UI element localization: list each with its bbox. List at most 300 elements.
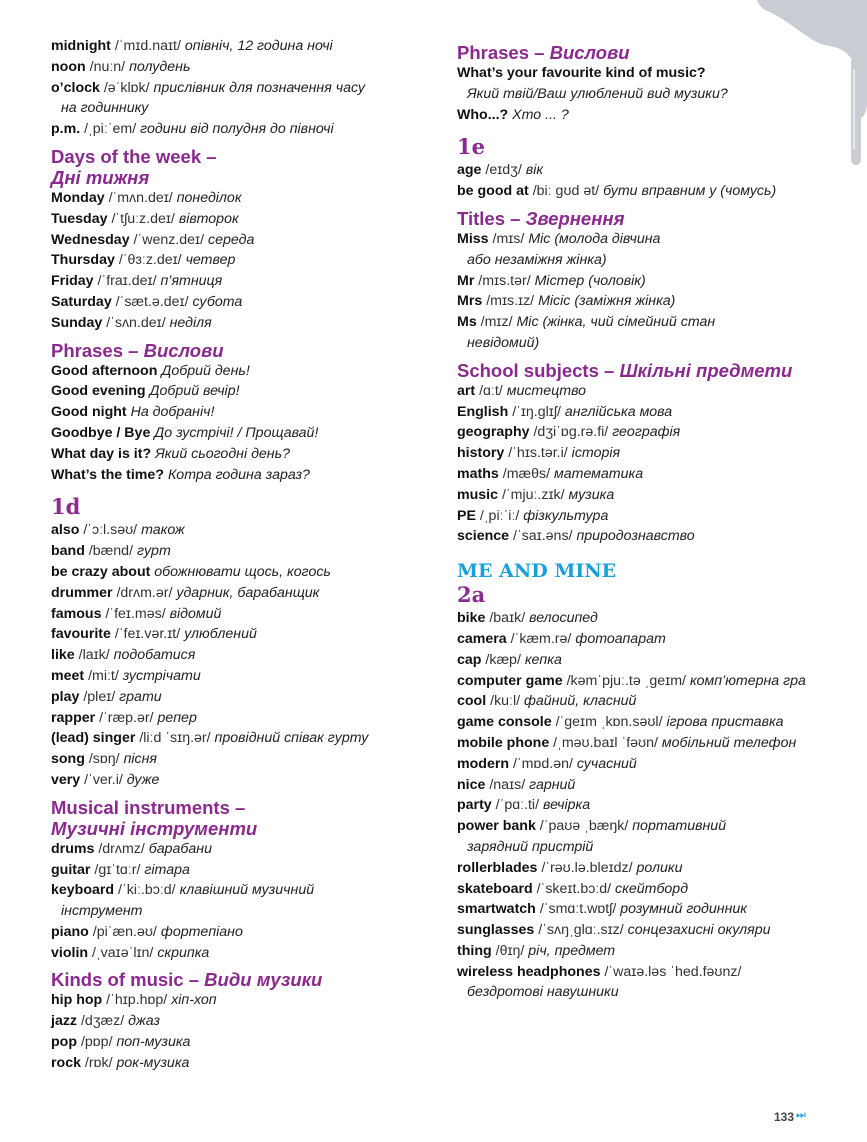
pronunciation: /ˈkiː.bɔːd/ bbox=[118, 882, 176, 899]
vocab-word: famous bbox=[51, 605, 102, 622]
vocab-word: (lead) singer bbox=[51, 730, 136, 747]
translation: клавішний музичний bbox=[179, 882, 315, 899]
vocab-entry-continuation bbox=[51, 98, 441, 119]
section-heading-ukrainian: Вислови bbox=[143, 339, 224, 361]
vocab-word: Goodbye / Bye bbox=[51, 424, 151, 441]
vocab-word: drums bbox=[51, 840, 95, 857]
vocab-entry bbox=[51, 922, 441, 943]
pronunciation: /miːt/ bbox=[88, 667, 119, 684]
vocab-entry bbox=[457, 160, 857, 181]
vocab-entry bbox=[457, 506, 857, 527]
translation: п’ятниця bbox=[160, 273, 223, 290]
vocab-word: Sunday bbox=[51, 314, 103, 331]
pronunciation: /pleɪ/ bbox=[83, 688, 116, 705]
translation: понеділок bbox=[176, 189, 242, 206]
pronunciation: /ˌvaɪəˈlɪn/ bbox=[92, 944, 154, 961]
pronunciation: /sɒŋ/ bbox=[88, 751, 120, 768]
section-heading-english: Titles – bbox=[457, 207, 521, 229]
vocab-word: guitar bbox=[51, 861, 91, 878]
vocab-word: game console bbox=[457, 714, 552, 731]
translation: обожнювати щось, когось bbox=[154, 563, 331, 580]
vocab-word: band bbox=[51, 543, 85, 560]
pronunciation: /mæθs/ bbox=[502, 465, 551, 482]
translation: джаз bbox=[128, 1013, 160, 1030]
vocab-entry bbox=[457, 816, 857, 837]
translation: ударник, барабанщик bbox=[176, 584, 320, 601]
vocab-entry bbox=[457, 422, 857, 443]
pronunciation: /ˌpiːˈiː/ bbox=[479, 507, 520, 524]
section-heading-ukrainian: Дні тижня bbox=[51, 166, 150, 188]
vocab-entry bbox=[51, 402, 441, 423]
vocab-entry bbox=[51, 666, 441, 687]
section-heading bbox=[457, 42, 857, 63]
vocab-word: bike bbox=[457, 610, 486, 627]
pronunciation: /mɪs/ bbox=[492, 230, 525, 247]
vocab-entry bbox=[51, 230, 441, 251]
pronunciation: /laɪk/ bbox=[78, 647, 110, 664]
translation: комп’ютерна гра bbox=[689, 672, 806, 689]
vocab-entry-continuation bbox=[457, 333, 857, 354]
pronunciation: /ˈɔːl.səʊ/ bbox=[83, 522, 138, 539]
vocab-word: Thursday bbox=[51, 252, 115, 269]
vocab-entry bbox=[457, 271, 857, 292]
translation: прислівник для позначення часу bbox=[153, 79, 365, 96]
vocab-entry bbox=[51, 562, 441, 583]
vocab-word: violin bbox=[51, 944, 89, 961]
vocab-entry bbox=[51, 880, 441, 901]
vocab-entry bbox=[51, 119, 441, 140]
translation: скрипка bbox=[157, 944, 210, 961]
translation: природознавство bbox=[576, 528, 695, 545]
vocab-entry bbox=[51, 423, 441, 444]
translation: мистецтво bbox=[506, 382, 587, 399]
translation: дуже bbox=[126, 771, 160, 788]
pronunciation: /ˈmɒd.ən/ bbox=[512, 755, 573, 772]
translation: фотоапарат bbox=[575, 630, 666, 647]
vocab-entry-continuation bbox=[51, 901, 441, 922]
translation: невідомий) bbox=[467, 334, 540, 351]
vocab-entry-continuation bbox=[457, 250, 857, 271]
pronunciation: /ˈfraɪ.deɪ/ bbox=[97, 273, 157, 290]
pronunciation: /θɪŋ/ bbox=[495, 942, 525, 959]
pronunciation: /pɒp/ bbox=[80, 1034, 113, 1051]
translation: мобільний телефон bbox=[661, 734, 797, 751]
section-heading bbox=[51, 167, 441, 188]
vocab-word: drummer bbox=[51, 584, 113, 601]
translation: рок-музика bbox=[116, 1054, 190, 1071]
translation: Який твій/Ваш улюблений вид музики? bbox=[467, 85, 728, 102]
pronunciation: /naɪs/ bbox=[489, 776, 526, 793]
pronunciation: /drʌm.ər/ bbox=[116, 584, 173, 601]
unit-heading: 1e bbox=[457, 134, 485, 160]
vocab-entry bbox=[457, 941, 857, 962]
left-column bbox=[51, 36, 441, 1074]
translation: математика bbox=[554, 465, 644, 482]
translation: провідний співак гурту bbox=[214, 730, 369, 747]
section-heading-ukrainian: Шкільні предмети bbox=[619, 359, 793, 381]
vocab-entry bbox=[457, 105, 857, 126]
pronunciation: /ˈmʌn.deɪ/ bbox=[108, 189, 173, 206]
vocab-word: party bbox=[457, 797, 492, 814]
translation: вік bbox=[525, 162, 544, 179]
pronunciation: /dʒiˈɒg.rə.fi/ bbox=[533, 424, 609, 441]
translation: кепка bbox=[524, 651, 562, 668]
vocab-entry bbox=[51, 839, 441, 860]
pronunciation: /ˈver.i/ bbox=[84, 771, 123, 788]
vocab-entry bbox=[51, 708, 441, 729]
translation: ролики bbox=[636, 859, 683, 876]
vocab-word: jazz bbox=[51, 1013, 78, 1030]
translation: опівніч, 12 година ночі bbox=[184, 38, 333, 54]
vocab-entry bbox=[457, 229, 857, 250]
vocab-entry bbox=[51, 604, 441, 625]
translation: полудень bbox=[129, 58, 191, 75]
pronunciation: /ˈfeɪ.vər.ɪt/ bbox=[114, 626, 181, 643]
vocab-word: song bbox=[51, 751, 85, 768]
translation: або незаміжня жінка) bbox=[467, 251, 607, 268]
vocab-word: keyboard bbox=[51, 882, 115, 899]
vocab-word: Good night bbox=[51, 404, 127, 421]
vocab-entry bbox=[457, 381, 857, 402]
vocab-entry bbox=[457, 443, 857, 464]
translation: на годиннику bbox=[61, 100, 149, 117]
translation: географія bbox=[612, 424, 681, 441]
translation: середа bbox=[208, 231, 255, 248]
vocab-entry bbox=[51, 583, 441, 604]
vocab-word: very bbox=[51, 771, 81, 788]
translation: години від полудня до півночі bbox=[140, 121, 334, 138]
translation: гарний bbox=[529, 776, 576, 793]
pronunciation: /baɪk/ bbox=[489, 610, 526, 627]
vocab-entry bbox=[457, 920, 857, 941]
vocab-word: Tuesday bbox=[51, 210, 108, 227]
pronunciation: /ˈhɪp.hɒp/ bbox=[106, 992, 168, 1009]
vocab-word: camera bbox=[457, 630, 507, 647]
vocab-word: Good afternoon bbox=[51, 362, 158, 379]
vocab-word: Mr bbox=[457, 272, 475, 289]
translation: скейтборд bbox=[615, 880, 689, 897]
translation: фізкультура bbox=[523, 507, 609, 524]
translation: Хто ... ? bbox=[512, 106, 569, 123]
vocab-word: midnight bbox=[51, 38, 111, 54]
translation: зарядний пристрій bbox=[467, 838, 594, 855]
vocab-word: Wednesday bbox=[51, 231, 130, 248]
vocab-entry bbox=[457, 899, 857, 920]
vocab-entry bbox=[51, 271, 441, 292]
vocab-entry bbox=[457, 858, 857, 879]
vocab-word: thing bbox=[457, 942, 492, 959]
unit-heading: 1d bbox=[51, 494, 81, 520]
vocab-word: Who...? bbox=[457, 106, 509, 123]
vocab-entry bbox=[457, 63, 857, 84]
vocab-word: Mrs bbox=[457, 293, 483, 310]
vocab-entry-continuation bbox=[457, 84, 857, 105]
vocab-entry bbox=[51, 292, 441, 313]
vocab-entry bbox=[51, 381, 441, 402]
translation: неділя bbox=[169, 314, 212, 331]
vocab-entry bbox=[51, 860, 441, 881]
vocab-entry bbox=[457, 671, 857, 692]
section-heading bbox=[51, 818, 441, 839]
vocab-word: like bbox=[51, 647, 75, 664]
vocab-entry bbox=[51, 1053, 441, 1074]
pronunciation: /ˈtʃuːz.deɪ/ bbox=[111, 210, 175, 227]
translation: інструмент bbox=[61, 903, 143, 920]
vocab-word: Saturday bbox=[51, 293, 112, 310]
vocab-word: English bbox=[457, 403, 509, 420]
vocab-word: What day is it? bbox=[51, 445, 152, 462]
module-heading: ME AND MINE bbox=[457, 560, 617, 583]
translation: пісня bbox=[123, 751, 158, 768]
vocab-word: history bbox=[457, 445, 505, 462]
vocab-word: What’s your favourite kind of music? bbox=[457, 65, 706, 81]
vocab-word: rock bbox=[51, 1054, 81, 1071]
translation: Місіс (заміжня жінка) bbox=[538, 293, 676, 310]
section-heading-english: Phrases – bbox=[457, 42, 545, 63]
vocab-word: sunglasses bbox=[457, 922, 535, 939]
vocab-word: favourite bbox=[51, 626, 111, 643]
translation: подобатися bbox=[113, 647, 196, 664]
pronunciation: /ˈfeɪ.məs/ bbox=[105, 605, 166, 622]
translation: четвер bbox=[185, 252, 236, 269]
vocab-entry bbox=[51, 444, 441, 465]
translation: улюблений bbox=[184, 626, 257, 643]
pronunciation: /əˈklɒk/ bbox=[103, 79, 150, 96]
translation: гурт bbox=[136, 543, 171, 560]
pronunciation: /drʌmz/ bbox=[98, 840, 145, 857]
pronunciation: /ˈsʌn.deɪ/ bbox=[106, 314, 166, 331]
vocab-word: What’s the time? bbox=[51, 466, 164, 483]
vocab-word: Good evening bbox=[51, 383, 146, 400]
pronunciation: /ˈsaɪ.əns/ bbox=[513, 528, 573, 545]
vocab-entry bbox=[457, 733, 857, 754]
vocab-entry bbox=[457, 795, 857, 816]
vocab-word: be crazy about bbox=[51, 563, 151, 580]
pronunciation: /nuːn/ bbox=[89, 58, 126, 75]
translation: субота bbox=[192, 293, 243, 310]
section-heading bbox=[457, 208, 857, 229]
vocab-word: nice bbox=[457, 776, 486, 793]
right-column bbox=[457, 36, 857, 1003]
translation: поп-музика bbox=[116, 1034, 191, 1051]
vocab-word: meet bbox=[51, 667, 85, 684]
section-heading bbox=[51, 146, 441, 167]
vocab-entry bbox=[457, 962, 857, 983]
vocab-entry bbox=[51, 465, 441, 486]
translation: ігрова приставка bbox=[666, 714, 784, 731]
translation: До зустрічі! / Прощавай! bbox=[154, 424, 319, 441]
pronunciation: /kuːl/ bbox=[490, 693, 521, 710]
vocab-word: hip hop bbox=[51, 992, 103, 1009]
vocab-entry bbox=[457, 879, 857, 900]
vocab-word: PE bbox=[457, 507, 476, 524]
translation: сучасний bbox=[576, 755, 637, 772]
pronunciation: /rɒk/ bbox=[84, 1054, 113, 1071]
vocab-word: cap bbox=[457, 651, 482, 668]
pronunciation: /ɑːt/ bbox=[479, 382, 503, 399]
vocab-word: cool bbox=[457, 693, 487, 710]
pronunciation: /bænd/ bbox=[88, 543, 134, 560]
vocab-word: pop bbox=[51, 1034, 77, 1051]
vocab-entry bbox=[51, 541, 441, 562]
translation: відомий bbox=[169, 605, 222, 622]
vocab-entry bbox=[457, 650, 857, 671]
pronunciation: /ˈmɪd.naɪt/ bbox=[114, 38, 181, 54]
section-heading-english: Phrases – bbox=[51, 339, 139, 361]
vocab-word: rollerblades bbox=[457, 859, 538, 876]
vocab-entry bbox=[51, 943, 441, 964]
translation: велосипед bbox=[529, 610, 598, 627]
vocab-entry bbox=[51, 770, 441, 791]
translation: Містер (чоловік) bbox=[534, 272, 646, 289]
vocab-entry bbox=[457, 754, 857, 775]
pronunciation: /ˈhɪs.tər.i/ bbox=[508, 445, 568, 462]
section-heading-english: Days of the week – bbox=[51, 145, 217, 167]
vocab-entry bbox=[51, 36, 441, 57]
vocab-entry bbox=[457, 464, 857, 485]
translation: фортепіано bbox=[160, 923, 243, 940]
translation: розумний годинник bbox=[620, 901, 747, 918]
section-heading bbox=[51, 340, 441, 361]
vocab-word: skateboard bbox=[457, 880, 533, 897]
translation: грати bbox=[119, 688, 162, 705]
pronunciation: /ˈwenz.deɪ/ bbox=[133, 231, 205, 248]
translation: хіп-хоп bbox=[171, 992, 217, 1009]
vocab-entry bbox=[457, 712, 857, 733]
translation: барабани bbox=[148, 840, 213, 857]
vocab-entry bbox=[457, 629, 857, 650]
pronunciation: /liːd ˈsɪŋ.ər/ bbox=[139, 730, 211, 747]
vocab-word: play bbox=[51, 688, 80, 705]
vocab-word: geography bbox=[457, 424, 530, 441]
vocab-word: wireless headphones bbox=[457, 963, 601, 980]
pronunciation: /piˈæn.əʊ/ bbox=[92, 923, 157, 940]
vocab-word: age bbox=[457, 162, 482, 179]
vocab-entry bbox=[51, 687, 441, 708]
translation: вечірка bbox=[542, 797, 591, 814]
vocab-entry bbox=[457, 402, 857, 423]
vocab-word: be good at bbox=[457, 183, 529, 200]
pronunciation: /biː gʊd ət/ bbox=[532, 183, 600, 200]
vocab-word: rapper bbox=[51, 709, 96, 726]
vocab-word: science bbox=[457, 528, 510, 545]
pronunciation: /ˈwaɪə.ləs ˈhed.fəʊnz/ bbox=[604, 963, 742, 980]
vocab-word: maths bbox=[457, 465, 499, 482]
translation: Міс (молода дівчина bbox=[528, 230, 661, 247]
vocab-word: Monday bbox=[51, 189, 105, 206]
pronunciation: /ˈrəʊ.lə.bleɪdz/ bbox=[541, 859, 633, 876]
vocab-entry bbox=[457, 608, 857, 629]
vocab-entry bbox=[51, 990, 441, 1011]
translation: Добрий день! bbox=[161, 362, 250, 379]
vocab-entry bbox=[457, 181, 857, 202]
vocab-entry bbox=[457, 775, 857, 796]
translation: бездротові навушники bbox=[467, 984, 619, 1001]
pronunciation: /ˈpɑː.ti/ bbox=[495, 797, 540, 814]
pronunciation: /ˈkæm.rə/ bbox=[510, 630, 572, 647]
pronunciation: /ˈsʌŋˌglɑː.sɪz/ bbox=[538, 922, 624, 939]
section-heading bbox=[51, 797, 441, 818]
pronunciation: /kəmˈpjuː.tə ˌgeɪm/ bbox=[566, 672, 686, 689]
section-heading-ukrainian: Вислови bbox=[549, 42, 630, 63]
section-heading-english: Musical instruments – bbox=[51, 796, 246, 818]
pronunciation: /dʒæz/ bbox=[80, 1013, 125, 1030]
translation: музика bbox=[568, 486, 615, 503]
vocab-entry bbox=[51, 1011, 441, 1032]
vocab-word: mobile phone bbox=[457, 734, 550, 751]
vocab-entry bbox=[51, 728, 441, 749]
vocab-entry bbox=[51, 645, 441, 666]
section-heading-ukrainian: Види музики bbox=[204, 969, 323, 991]
vocab-word: modern bbox=[457, 755, 510, 772]
translation: сонцезахисні окуляри bbox=[627, 922, 771, 939]
pronunciation: /ˈsmɑːt.wɒtʃ/ bbox=[539, 901, 617, 918]
vocab-entry bbox=[457, 291, 857, 312]
pronunciation: /mɪs.ɪz/ bbox=[486, 293, 535, 310]
vocab-entry bbox=[51, 250, 441, 271]
translation: річ, предмет bbox=[528, 942, 616, 959]
vocab-word: piano bbox=[51, 923, 89, 940]
pronunciation: /ˈθɜːz.deɪ/ bbox=[118, 252, 182, 269]
section-heading-english: School subjects – bbox=[457, 359, 615, 381]
translation: портативний bbox=[632, 818, 727, 835]
translation: також bbox=[141, 522, 185, 539]
vocab-word: Friday bbox=[51, 273, 94, 290]
pronunciation: /ˈpaʊə ˌbæŋk/ bbox=[539, 818, 629, 835]
pronunciation: /mɪz/ bbox=[480, 314, 513, 331]
pronunciation: /ˌpiːˈem/ bbox=[84, 121, 137, 138]
pronunciation: /ˈræp.ər/ bbox=[99, 709, 154, 726]
translation: Котра година зараз? bbox=[167, 466, 310, 483]
translation: Який сьогодні день? bbox=[155, 445, 290, 462]
pronunciation: /gɪˈtɑːr/ bbox=[94, 861, 141, 878]
vocab-entry bbox=[51, 624, 441, 645]
vocab-entry bbox=[51, 749, 441, 770]
vocab-word: art bbox=[457, 382, 476, 399]
vocab-word: computer game bbox=[457, 672, 563, 689]
translation: файний, класний bbox=[524, 693, 637, 710]
pronunciation: /ˈɪŋ.glɪʃ/ bbox=[512, 403, 561, 420]
translation: історія bbox=[571, 445, 621, 462]
section-heading bbox=[51, 969, 441, 990]
section-heading-english: Kinds of music – bbox=[51, 969, 200, 991]
translation: На добраніч! bbox=[130, 404, 215, 421]
translation: Добрий вечір! bbox=[149, 383, 240, 400]
vocab-word: Ms bbox=[457, 314, 477, 331]
pronunciation: /kæp/ bbox=[485, 651, 521, 668]
vocab-word: p.m. bbox=[51, 121, 81, 138]
unit-heading: 2a bbox=[457, 582, 486, 608]
vocab-entry bbox=[51, 188, 441, 209]
pronunciation: /ˌməʊ.baɪl ˈfəʊn/ bbox=[553, 734, 658, 751]
vocab-entry bbox=[51, 78, 441, 99]
translation: бути вправним у (чомусь) bbox=[603, 183, 777, 200]
vocab-entry bbox=[51, 313, 441, 334]
vocab-entry-continuation bbox=[457, 837, 857, 858]
pronunciation: /ˈskeɪt.bɔːd/ bbox=[536, 880, 612, 897]
vocab-entry bbox=[457, 312, 857, 333]
translation: Міс (жінка, чий сімейний стан bbox=[516, 314, 716, 331]
pronunciation: /ˈsæt.ə.deɪ/ bbox=[115, 293, 189, 310]
section-heading-ukrainian: Музичні інструменти bbox=[51, 817, 258, 839]
translation: зустрічати bbox=[122, 667, 201, 684]
vocab-word: noon bbox=[51, 58, 86, 75]
pronunciation: /mɪs.tər/ bbox=[478, 272, 531, 289]
pronunciation: /eɪdʒ/ bbox=[485, 162, 522, 179]
vocab-word: o’clock bbox=[51, 79, 100, 96]
vocab-word: smartwatch bbox=[457, 901, 536, 918]
vocab-entry bbox=[457, 691, 857, 712]
